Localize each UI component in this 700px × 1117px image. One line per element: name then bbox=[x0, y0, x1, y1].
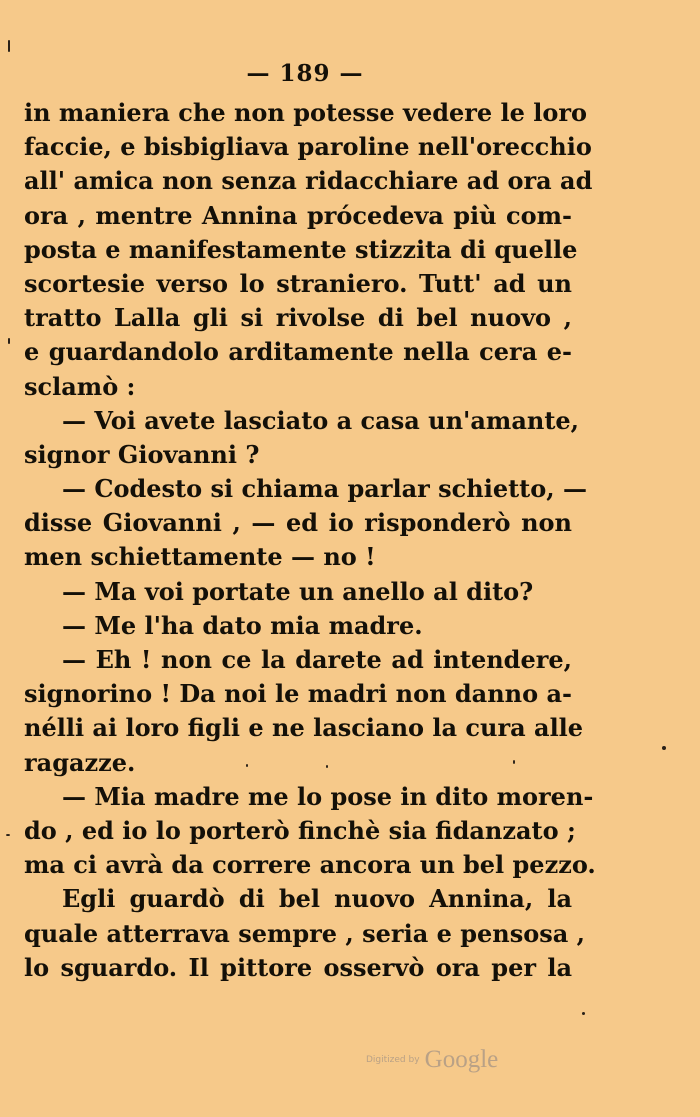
text-line: — Mia madre me lo pose in dito moren- bbox=[62, 781, 594, 811]
text-line: — Ma voi portate un anello al dito? bbox=[62, 576, 534, 606]
digitized-by-google-watermark bbox=[366, 1046, 498, 1074]
text-line: posta e manifestamente stizzita di quelle bbox=[24, 234, 578, 264]
scan-speck bbox=[6, 834, 10, 836]
text-line: tratto Lalla gli si rivolse di bel nuovo , bbox=[24, 303, 572, 333]
scan-speck bbox=[662, 746, 666, 750]
text-line: ma ci avrà da correre ancora un bel pezzo. bbox=[24, 850, 596, 880]
text-line: all' amica non senza ridacchiare ad ora ad bbox=[24, 166, 593, 196]
text-line: men schiettamente — no ! bbox=[24, 542, 376, 572]
text-line: disse Giovanni , — ed io risponderò non bbox=[24, 508, 572, 538]
text-line: lo sguardo. Il pittore osservò ora per la bbox=[24, 952, 572, 982]
scan-speck bbox=[246, 764, 248, 767]
text-line: do , ed io lo porterò finchè sia fidanzato ; bbox=[24, 815, 576, 845]
text-line: scortesie verso lo straniero. Tutt' ad un bbox=[24, 268, 572, 298]
scan-speck bbox=[326, 765, 328, 768]
scan-speck bbox=[582, 1012, 585, 1015]
text-line: — Voi avete lasciato a casa un'amante, bbox=[62, 405, 580, 435]
text-line: ora , mentre Annina prócedeva più com- bbox=[24, 200, 572, 230]
text-line: signorino ! Da noi le madri non danno a- bbox=[24, 679, 572, 709]
text-line: in maniera che non potesse vedere le loro bbox=[24, 98, 588, 127]
watermark-prefix: Digitized by bbox=[366, 1055, 420, 1065]
text-line: signor Giovanni ? bbox=[24, 439, 260, 469]
scan-speck bbox=[8, 338, 10, 344]
body-text bbox=[24, 96, 596, 985]
text-line: faccie, e bisbigliava paroline nell'orecchio bbox=[24, 132, 592, 162]
text-line: e guardandolo arditamente nella cera e- bbox=[24, 337, 572, 367]
text-line: Egli guardò di bel nuovo Annina, la bbox=[62, 884, 572, 914]
text-line: quale atterrava sempre , seria e pensosa , bbox=[24, 918, 586, 948]
text-line: — Codesto si chiama parlar schietto, — bbox=[62, 474, 587, 504]
scan-speck bbox=[8, 40, 10, 52]
text-line: — Eh ! non ce la darete ad intendere, bbox=[62, 645, 572, 674]
text-line: ragazze. bbox=[24, 747, 136, 777]
text-line: nélli ai loro figli e ne lasciano la cura alle bbox=[24, 713, 584, 743]
watermark-brand: Google bbox=[424, 1046, 499, 1073]
scan-speck bbox=[513, 760, 515, 764]
text-line: — Me l'ha dato mia madre. bbox=[62, 610, 423, 640]
page-number: — 189 — bbox=[246, 60, 364, 87]
text-line: sclamò : bbox=[24, 371, 136, 401]
